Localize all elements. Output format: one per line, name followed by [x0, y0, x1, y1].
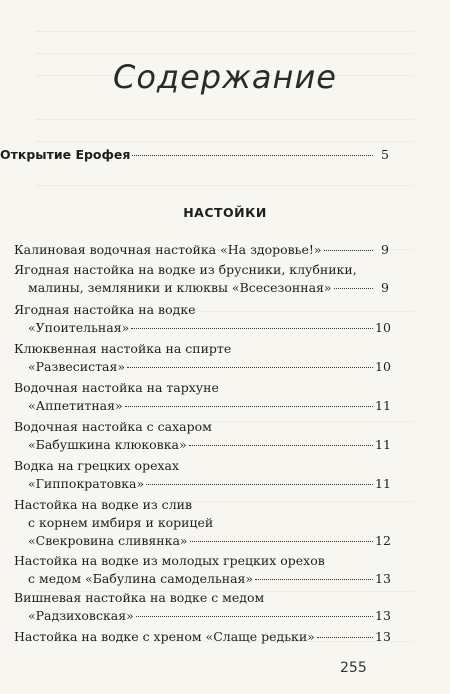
toc-page-number: 13 [375, 629, 391, 644]
toc-page-number: 13 [375, 608, 391, 623]
section-title: НАСТОЙКИ [183, 205, 267, 220]
toc-entry[interactable] [14, 589, 389, 625]
toc-entry-title-cont: «Свекровина сливянка» [28, 533, 188, 548]
toc-page-number: 5 [381, 147, 389, 162]
toc-entry[interactable] [14, 628, 389, 646]
toc-entry-title: Ягодная настойка на водке из брусники, клубники, [14, 262, 357, 277]
toc-entry[interactable] [14, 379, 389, 415]
toc-entry[interactable] [14, 340, 389, 376]
page-folio: 255 [340, 660, 367, 676]
toc-entry[interactable] [14, 261, 389, 297]
toc-entry-title-cont: «Гиппократовка» [28, 476, 145, 491]
toc-entry-title: Настойка на водке с хреном «Слаще редьки» [14, 629, 315, 644]
dot-leader [189, 445, 373, 446]
toc-entry-title-cont: с корнем имбиря и корицей [28, 515, 214, 530]
toc-page-number: 9 [381, 280, 389, 295]
toc-page-number: 12 [375, 533, 391, 548]
toc-entry[interactable] [14, 457, 389, 493]
toc-entry-title: Ягодная настойка на водке [14, 302, 196, 317]
toc-entry-title: Водочная настойка на тархуне [14, 380, 219, 395]
toc-entry-title-cont: «Аппетитная» [28, 398, 123, 413]
toc-entry-title: Настойка на водке из слив [14, 497, 192, 512]
toc-page-number: 13 [375, 571, 391, 586]
toc-entry-title-cont: малины, земляники и клюквы «Всесезонная» [28, 280, 332, 295]
dot-leader [131, 328, 373, 329]
dot-leader [255, 579, 373, 580]
toc-entry[interactable] [14, 241, 389, 259]
toc-entry-title: Калиновая водочная настойка «На здоровье!» [14, 242, 322, 257]
toc-page-number: 9 [381, 242, 389, 257]
toc-page-number: 11 [375, 398, 391, 413]
page-heading: Содержание [113, 58, 337, 96]
toc-entry-title-cont: «Упоительная» [28, 320, 130, 335]
toc-entry-title: Водка на грецких орехах [14, 458, 180, 473]
toc-entry[interactable] [14, 496, 389, 550]
toc-entry-title-cont: «Бабушкина клюковка» [28, 437, 187, 452]
toc-entry-title: Водочная настойка с сахаром [14, 419, 212, 434]
dot-leader [324, 250, 373, 251]
dot-leader [136, 616, 373, 617]
dot-leader [125, 406, 373, 407]
toc-entry[interactable] [14, 552, 389, 588]
toc-page-number: 10 [375, 359, 391, 374]
toc-entry[interactable] [14, 301, 389, 337]
toc-entry-title-cont: с медом «Бабулина самодельная» [28, 571, 254, 586]
toc-entry-title: Открытие Ерофея [0, 147, 131, 162]
toc-entry-intro[interactable] [0, 146, 389, 164]
dot-leader [127, 367, 373, 368]
dot-leader [317, 637, 373, 638]
toc-page-number: 10 [375, 320, 391, 335]
dot-leader [334, 288, 373, 289]
dot-leader [132, 155, 373, 156]
toc-entry-title-cont: «Развесистая» [28, 359, 125, 374]
toc-entry[interactable] [14, 418, 389, 454]
dot-leader [146, 484, 373, 485]
toc-entry-title: Клюквенная настойка на спирте [14, 341, 232, 356]
dot-leader [190, 541, 373, 542]
toc-page-number: 11 [375, 437, 391, 452]
toc-entry-title-cont: «Радзиховская» [28, 608, 134, 623]
toc-entry-title: Вишневая настойка на водке с медом [14, 590, 265, 605]
toc-entry-title: Настойка на водке из молодых грецких орехов [14, 553, 325, 568]
toc-page-number: 11 [375, 476, 391, 491]
